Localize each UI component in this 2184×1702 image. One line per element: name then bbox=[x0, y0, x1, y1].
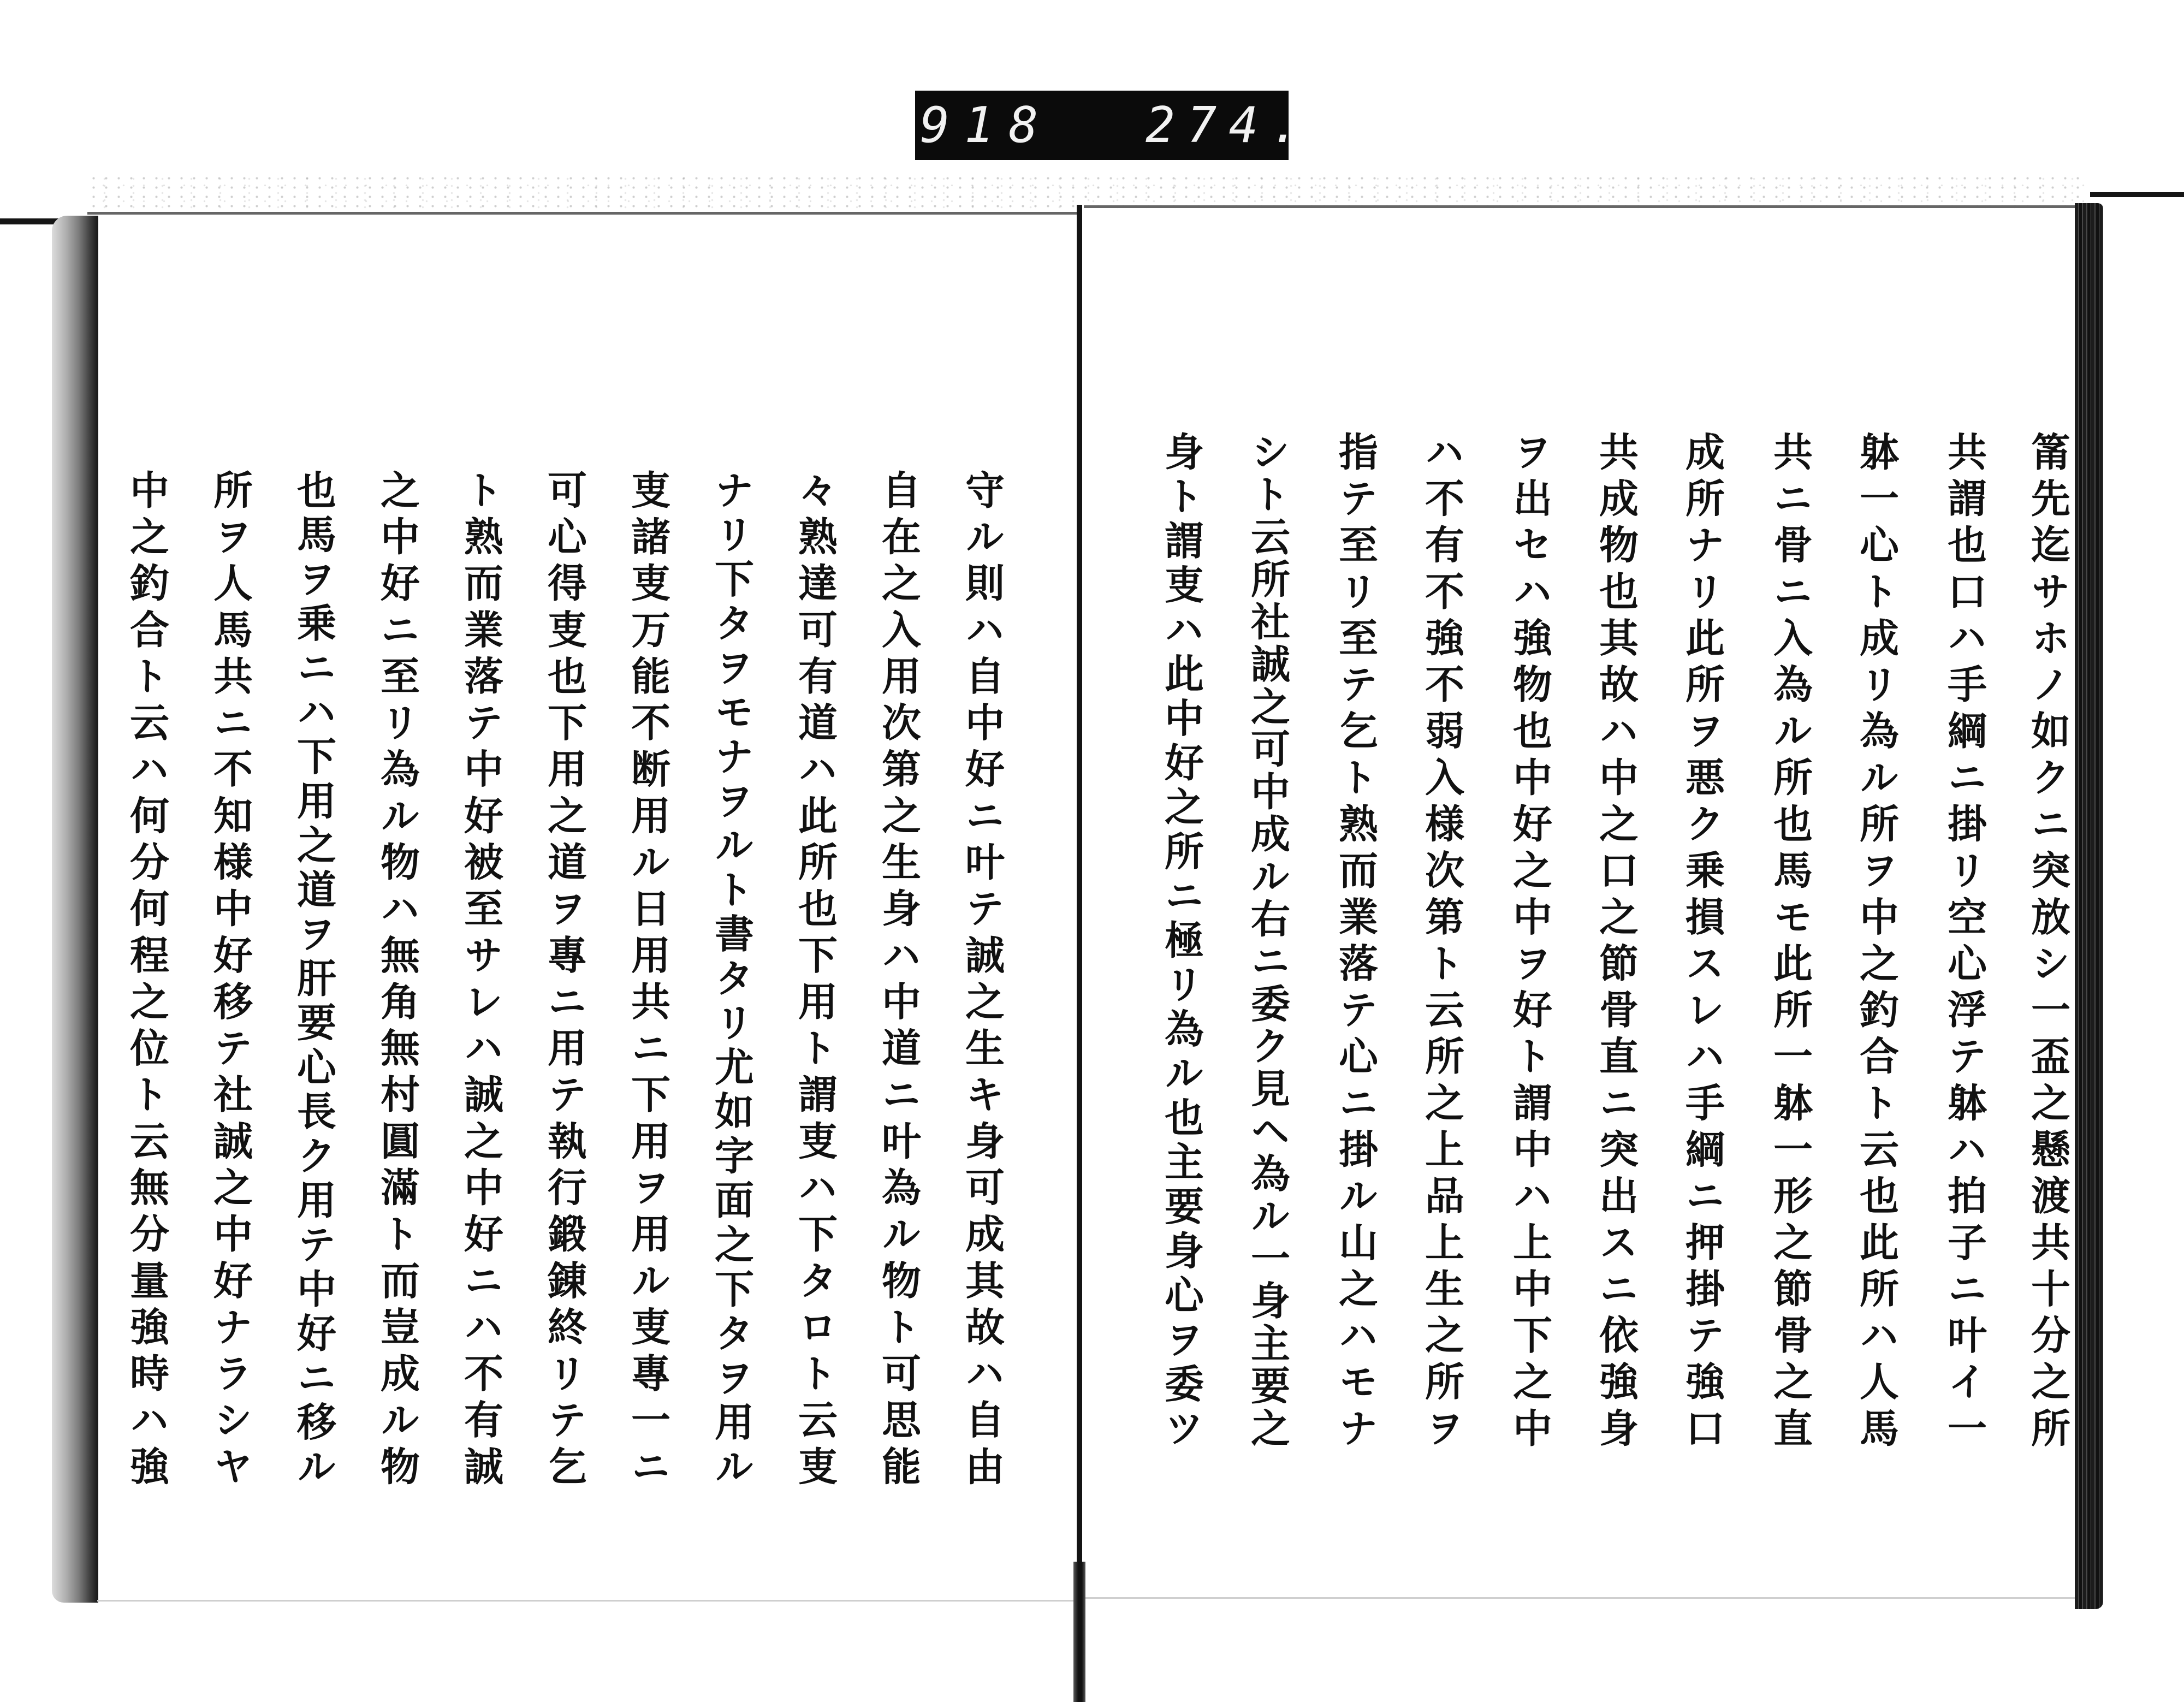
left-page-column: 守ル則ハ自中好ニ叶テ誠之生キ身可成其故ハ自由 bbox=[959, 470, 1005, 1485]
left-page-column: ナリ下タヲモナヲルト書タリ尤如字面之下タヲ用ル bbox=[708, 470, 755, 1485]
scan-edge-line-right bbox=[2090, 192, 2184, 197]
right-page-column: 成所ナリ此所ヲ悪ク乗損スレハ手綱ニ押掛テ強口 bbox=[1679, 431, 1725, 1447]
right-page-stack-edge bbox=[2075, 203, 2103, 1609]
left-page bbox=[98, 213, 1077, 1600]
book-spine-shadow bbox=[1073, 1562, 1085, 1702]
right-page-column: ヲ出セハ強物也中好之中ヲ好ト謂中ハ上中下之中 bbox=[1506, 431, 1553, 1447]
right-page-column: 筩先迄サホノ如クニ突放シ一盃之懸渡共十分之所 bbox=[2025, 431, 2071, 1447]
left-page-column: 所ヲ人馬共ニ不知様中好移テ社誠之中好ナラシヤ bbox=[207, 470, 253, 1485]
right-page-column: 共ニ骨ニ入為ル所也馬モ此所一躰一形之節骨之直 bbox=[1767, 431, 1813, 1447]
left-page-column: 之中好ニ至リ為ル物ハ無角無村圓滿ト而豈成ル物 bbox=[374, 470, 420, 1485]
right-page-column: ハ不有不強不弱入様次第ト云所之上品上生之所ヲ bbox=[1419, 431, 1465, 1447]
scan-noise-band bbox=[87, 174, 2086, 210]
frame-number-label bbox=[915, 91, 1312, 160]
left-page-column: ト熟而業落テ中好被至サレハ誠之中好ニハ不有誠 bbox=[458, 470, 504, 1485]
right-page bbox=[1084, 206, 2075, 1602]
right-page-column: シト云所社誠之可中成ル右ニ委ク見ヘ為ル一身主要之 bbox=[1244, 431, 1291, 1448]
right-page-column: 共謂也口ハ手綱ニ掛リ空心浮テ躰ハ拍子ニ叶イ一 bbox=[1941, 431, 1987, 1447]
left-page-column: 自在之入用次第之生身ハ中道ニ叶為ル物ト可思能 bbox=[875, 470, 922, 1485]
right-page-column: 指テ至リ至テ乞ト熟而業落テ心ニ掛ル山之ハモナ bbox=[1332, 431, 1379, 1447]
left-page-column: 叓諸叓万能不断用ル日用共ニ下用ヲ用ル叓專一ニ bbox=[625, 470, 671, 1485]
frame-number-part-2: 274. bbox=[1146, 97, 1312, 154]
left-page-column: 々熟達可有道ハ此所也下用ト謂叓ハ下タロト云叓 bbox=[792, 470, 838, 1485]
left-page-column: 也馬ヲ乗ニハ下用之道ヲ肝要心長ク用テ中好ニ移ル bbox=[290, 470, 337, 1485]
left-page-column: 可心得叓也下用之道ヲ專ニ用テ執行鍛錬終リテ乞 bbox=[541, 470, 587, 1485]
right-page-column: 共成物也其故ハ中之口之節骨直ニ突出スニ依強身 bbox=[1593, 431, 1639, 1447]
right-page-column: 躰一心ト成リ為ル所ヲ中之釣合ト云也此所ハ人馬 bbox=[1853, 431, 1900, 1447]
right-page-column: 身ト謂叓ハ此中好之所ニ極リ為ル也主要身心ヲ委ツ bbox=[1158, 431, 1204, 1447]
frame-number-part-1: 918 bbox=[920, 97, 1053, 154]
book-spine bbox=[1077, 205, 1082, 1702]
left-page-stack-edge bbox=[52, 216, 98, 1603]
left-page-column: 中之釣合ト云ハ何分何程之位ト云無分量強時ハ強 bbox=[123, 470, 170, 1486]
left-page-bottom-edge bbox=[97, 1600, 1077, 1602]
